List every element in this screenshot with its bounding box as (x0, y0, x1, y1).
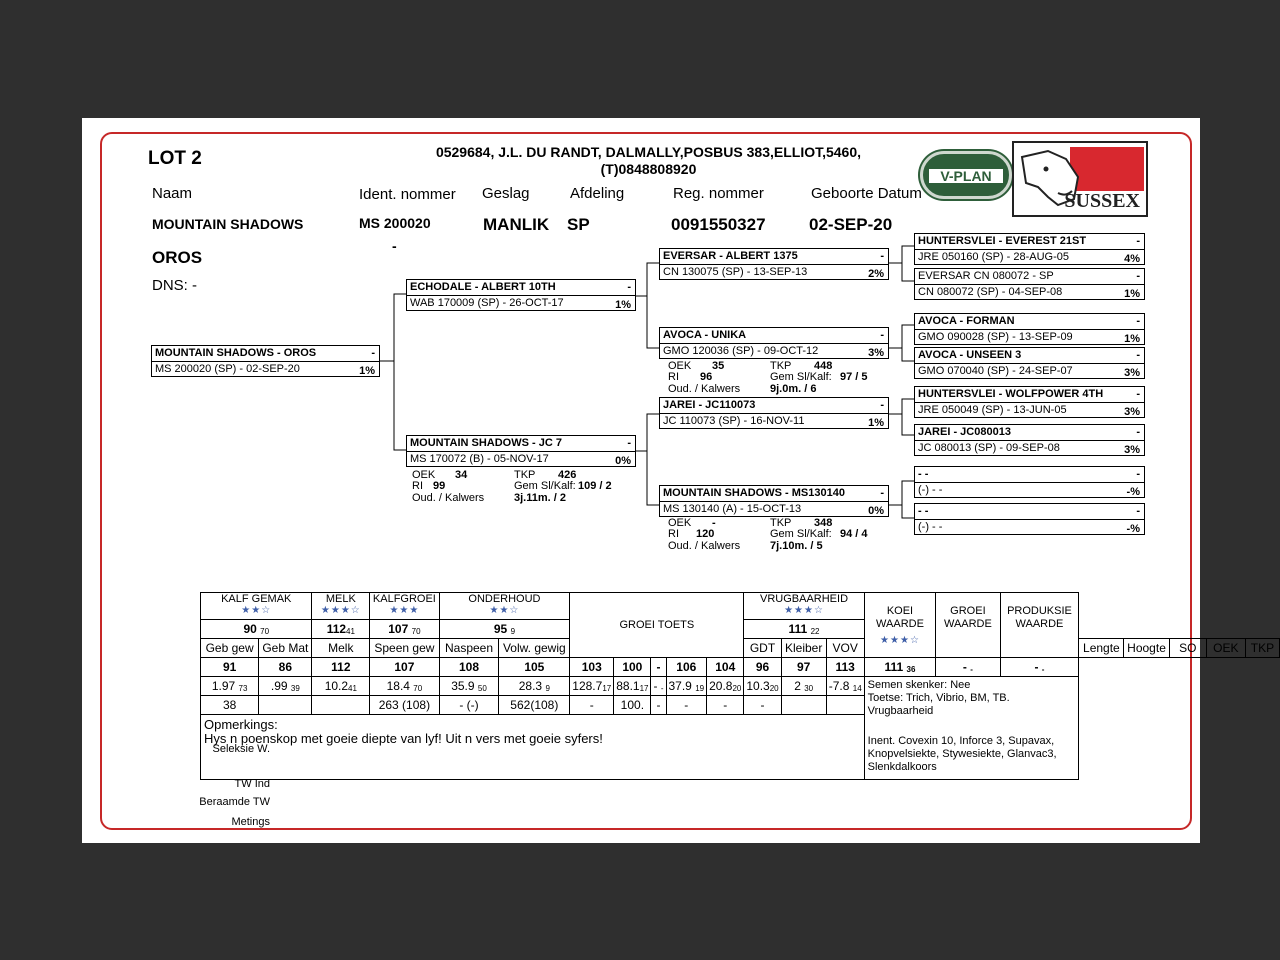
performance-table (200, 592, 1280, 780)
col-header: Hoogte (1124, 639, 1169, 658)
animal-reg: 0091550327 (671, 215, 766, 234)
beraamde-cell: $10.3_{20}$ (744, 677, 781, 696)
metings-cell: 100. (614, 696, 651, 715)
remarks-label: Opmerkings: (204, 717, 278, 732)
metings-cell: - (570, 696, 614, 715)
tw-cell: 96 (744, 658, 781, 677)
row-label-beraamde: Beraamde TW (199, 796, 270, 808)
tw-cell: 108 (439, 658, 499, 677)
beraamde-cell: 2 $_{30}$ (781, 677, 826, 696)
semen-donor: Semen skenker: Nee (867, 679, 971, 691)
catalogue-page: LOT 2 0529684, J.L. DU RANDT, DALMALLY,POSBUS 383,ELLIOT,5460, (T)0848808920 V-PLAN SUSSEX Naam Ident. nommer Geslag Afdeling Reg. nommer Geboorte Datum MOUNTAIN SHADOWS MS 200020 - MANLIK SP 0091550327 02-SEP-20 OROS DNS: - MOUNTAIN SHADOWS - OROS - MS 200020 (SP) - 02-SEP-20 1% ECHODALE - ALBERT 10TH - WAB 170009 (SP) - 26-OCT-17 1% MOUNTAIN SHADOWS - JC 7 - MS 170072 (B) - 05-NOV-17 0% OEK 34 TKP 426 RI 99 Gem Sl/Kalf: 109 / 2 Oud. / Kalwers 3j.11m. / 2 EVERSAR - ALBERT 1375 - CN 130075 (SP) - 13-SEP-13 2% AVOCA - UNIKA - GMO 120036 (SP) - 09-OCT-12 3% OEK 35 TKP 448 RI 96 Gem Sl/Kalf: 97 / 5 Oud. / Kalwers 9j.0m. / 6 JAREI - JC110073 - JC 110073 (SP) - 16-NOV-11 1% MOUNTAIN SHADOWS - MS130140 - MS 130140 (A) - 15-OCT-13 0% OEK - TKP 348 RI 120 Gem Sl/Kalf: 94 / 4 Oud. / Kalwers 7j.10m. / 5 HUNTERSVLEI - EVEREST 21ST - JRE 050160 (SP) - 28-AUG-05 4% EVERSAR CN 080072 - SP - CN 080072 (SP) - 04-SEP-08 1% AVOCA - FORMAN - GMO 090028 (SP) - 13-SEP-09 1% AVOCA - UNSEEN 3 - GMO 070040 (SP) - 24-SEP-07 3% HUNTERSVLEI - WOLFPOWER 4TH - JRE 050049 (SP) - 13-JUN-05 3% JAREI - JC080013 - JC 080013 (SP) - 09-SEP-08 3% - - - (-) - - -% - - - (-) - - -% Seleksie W. TW Ind Beraamde TW Metings (82, 118, 1200, 843)
beraamde-cell: 18.4 $_{70}$ (370, 677, 439, 696)
beraamde-cell: $128.7_{17}$ (570, 677, 614, 696)
row-label-tw: TW Ind (234, 778, 270, 790)
animal-name-2: OROS (152, 248, 203, 267)
pedigree-g2: EVERSAR CN 080072 - SP - CN 080072 (SP) - 04-SEP-08 1% (914, 268, 1145, 300)
lot-number: LOT 2 (148, 148, 202, 169)
stars-icon: ★★☆ (489, 605, 520, 616)
metings-cell (259, 696, 312, 715)
stars-icon: ★★★ (389, 605, 420, 616)
group-onderhoud: ONDERHOUD ★★☆ (439, 593, 570, 620)
group-kalf-gemak: KALF GEMAK ★★☆ (201, 593, 312, 620)
label-afdeling: Afdeling (570, 185, 625, 202)
seleksie-melk: $112_{41}$ (312, 620, 370, 639)
remarks (201, 715, 865, 780)
beraamde-cell: - $_-$ (651, 677, 666, 696)
pedigree-self: MOUNTAIN SHADOWS - OROS - MS 200020 (SP) - 02-SEP-20 1% (151, 345, 380, 377)
animal-geslag: MANLIK (483, 215, 550, 234)
animal-ident: MS 200020 (359, 215, 431, 231)
col-header: Geb Mat (259, 639, 312, 658)
tw-cell: 103 (570, 658, 614, 677)
group-kalfgroei: KALFGROEI ★★★ (370, 593, 439, 620)
metings-cell: - (666, 696, 707, 715)
seleksie-kalfgroei: 107 $_{70}$ (370, 620, 439, 639)
pedigree-dam: MOUNTAIN SHADOWS - JC 7 - MS 170072 (B) - 05-NOV-17 0% (406, 435, 636, 467)
group-vrugbaarheid: VRUGBAARHEID ★★★☆ (744, 593, 864, 620)
pedigree-sire: ECHODALE - ALBERT 10TH - WAB 170009 (SP) - 26-OCT-17 1% (406, 279, 636, 311)
col-header: Melk (312, 639, 370, 658)
group-produksie-waarde: PRODUKSIE WAARDE (1000, 593, 1079, 658)
col-header: TKP (1245, 639, 1279, 658)
col-header: Geb gew (201, 639, 259, 658)
pedigree-g3: AVOCA - FORMAN - GMO 090028 (SP) - 13-SEP-09 1% (914, 313, 1145, 345)
beraamde-cell: 28.3 $_9$ (499, 677, 570, 696)
remarks-text: Hys n poenskop met goeie diepte van lyf! Uit n vers met goeie syfers! (204, 731, 603, 746)
tw-cell: 100 (614, 658, 651, 677)
tw-cell: 105 (499, 658, 570, 677)
label-naam: Naam (152, 185, 193, 202)
label-ident: Ident. nommer (359, 186, 456, 203)
beraamde-cell: 37.9 $_{19}$ (666, 677, 707, 696)
col-header: OEK (1206, 639, 1245, 658)
label-geboorte: Geboorte Datum (811, 185, 922, 202)
metings-cell: - (-) (439, 696, 499, 715)
tw-cell: 104 (707, 658, 744, 677)
label-reg: Reg. nommer (673, 185, 764, 202)
pedigree-g8: - - - (-) - - -% (914, 503, 1145, 535)
seleksie-kalf-gemak: 90 $_{70}$ (201, 620, 312, 639)
pedigree-dam-sire: JAREI - JC110073 - JC 110073 (SP) - 16-NOV-11 1% (659, 397, 889, 429)
animal-ident-dash: - (392, 238, 397, 254)
metings-cell: - (651, 696, 666, 715)
col-header: Kleiber (781, 639, 826, 658)
col-header: Speen gew (370, 639, 439, 658)
tw-cell: 112 (312, 658, 370, 677)
pedigree-dam-dam: MOUNTAIN SHADOWS - MS130140 - MS 130140 (A) - 15-OCT-13 0% (659, 485, 889, 517)
pedigree-sire-sire: EVERSAR - ALBERT 1375 - CN 130075 (SP) - 13-SEP-13 2% (659, 248, 889, 280)
tw-koei: 111 $_{36}$ (864, 658, 936, 677)
stars-icon: ★★★☆ (784, 605, 824, 616)
pedigree-g5: HUNTERSVLEI - WOLFPOWER 4TH - JRE 050049 (SP) - 13-JUN-05 3% (914, 386, 1145, 418)
tw-cell: 107 (370, 658, 439, 677)
col-header: Naspeen (439, 639, 499, 658)
tw-produksie: - $_-$ (1000, 658, 1079, 677)
pedigree-sire-dam: AVOCA - UNIKA - GMO 120036 (SP) - 09-OCT-12 3% (659, 327, 889, 359)
tests: Toetse: Trich, Vibrio, BM, TB. Vrugbaarheid (867, 692, 1010, 717)
vaccinations-3: Slenkdalkoors (867, 761, 937, 773)
tw-cell: 97 (781, 658, 826, 677)
sussex-logo: SUSSEX (1012, 141, 1148, 217)
breeder-line-2: (T)0848808920 (600, 161, 697, 177)
metings-cell (312, 696, 370, 715)
beraamde-cell: $88.1_{17}$ (614, 677, 651, 696)
vaccinations-1: Inent. Covexin 10, Inforce 3, Supavax, (867, 735, 1055, 747)
pedigree-g1: HUNTERSVLEI - EVEREST 21ST - JRE 050160 (SP) - 28-AUG-05 4% (914, 233, 1145, 265)
metings-cell: 38 (201, 696, 259, 715)
beraamde-cell: -7.8 $_{14}$ (826, 677, 864, 696)
metings-cell: 263 (108) (370, 696, 439, 715)
breeder-line-1: 0529684, J.L. DU RANDT, DALMALLY,POSBUS 383,ELLIOT,5460, (435, 144, 862, 160)
stars-icon: ★★★☆ (880, 634, 920, 646)
vaccinations-2: Knopvelsiekte, Stywesiekte, Glanvac3, (867, 748, 1057, 760)
tw-cell: 113 (826, 658, 864, 677)
tw-cell: - (651, 658, 666, 677)
metings-cell: 562(108) (499, 696, 570, 715)
tw-cell: 86 (259, 658, 312, 677)
metings-cell (826, 696, 864, 715)
metings-cell: - (707, 696, 744, 715)
col-header: Lengte (1079, 639, 1124, 658)
beraamde-cell: $10.2_{41}$ (312, 677, 370, 696)
label-geslag: Geslag (482, 185, 530, 202)
col-header: Volw. gewig (499, 639, 570, 658)
beraamde-cell: 1.97 $_{73}$ (201, 677, 259, 696)
pedigree-g6: JAREI - JC080013 - JC 080013 (SP) - 09-SEP-08 3% (914, 424, 1145, 456)
beraamde-cell: $20.8_{20}$ (707, 677, 744, 696)
notes-panel (864, 677, 1079, 780)
row-label-seleksie: Seleksie W. (212, 743, 270, 755)
dns: DNS: - (152, 277, 197, 294)
animal-birth-date: 02-SEP-20 (809, 215, 893, 234)
beraamde-cell: .99 $_{39}$ (259, 677, 312, 696)
seleksie-vrugbaarheid: 111 $_{22}$ (744, 620, 864, 639)
tw-groei: - $_-$ (936, 658, 1000, 677)
v-plan-logo: V-PLAN (920, 151, 1012, 199)
stars-icon: ★★☆ (241, 605, 272, 616)
group-groei-toets: GROEI TOETS (570, 593, 744, 658)
animal-afdeling: SP (567, 215, 590, 234)
seleksie-onderhoud: 95 $_9$ (439, 620, 570, 639)
tw-cell: 91 (201, 658, 259, 677)
metings-cell (781, 696, 826, 715)
tw-cell: 106 (666, 658, 707, 677)
pedigree-g7: - - - (-) - - -% (914, 466, 1145, 498)
animal-name: MOUNTAIN SHADOWS (152, 216, 304, 232)
row-label-metings: Metings (231, 816, 270, 828)
stars-icon: ★★★☆ (320, 605, 361, 616)
beraamde-cell: 35.9 $_{50}$ (439, 677, 499, 696)
col-header: VOV (826, 639, 864, 658)
col-header: GDT (744, 639, 781, 658)
col-header: SO (1169, 639, 1206, 658)
metings-cell: - (744, 696, 781, 715)
group-groei-waarde: GROEI WAARDE (936, 593, 1000, 658)
group-melk: MELK ★★★☆ (312, 593, 370, 620)
group-koei-waarde: KOEI WAARDE ★★★☆ (864, 593, 936, 658)
pedigree-g4: AVOCA - UNSEEN 3 - GMO 070040 (SP) - 24-SEP-07 3% (914, 347, 1145, 379)
